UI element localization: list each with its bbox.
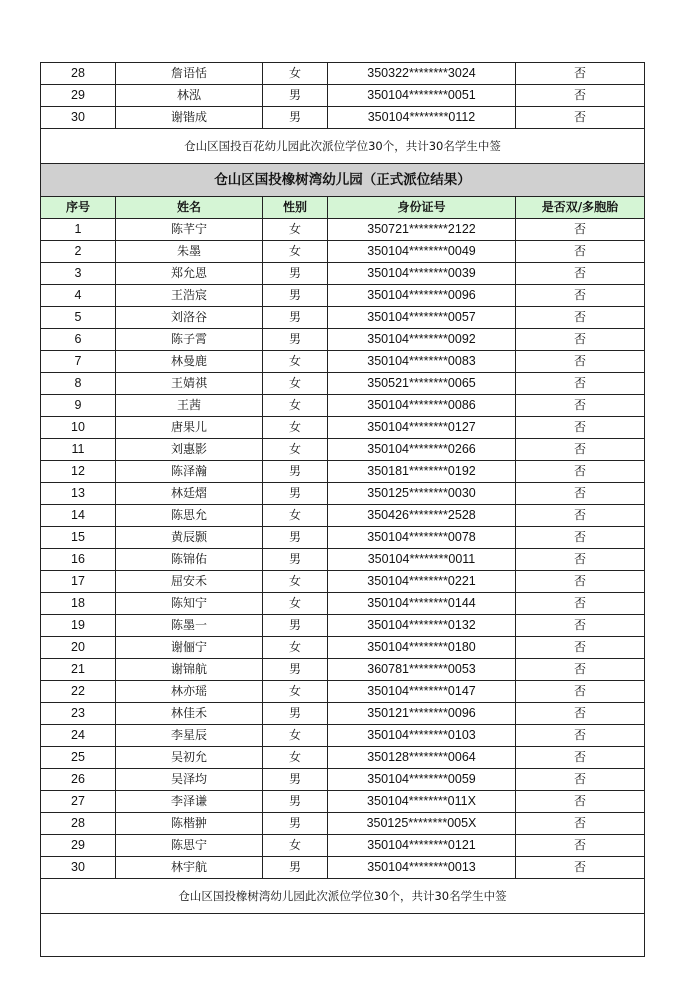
header-no: 序号	[41, 197, 116, 219]
table-row	[41, 571, 645, 593]
header-id: 身份证号	[328, 197, 516, 219]
cell-twins: 否	[516, 857, 645, 879]
cell-no: 28	[41, 813, 116, 835]
cell-no: 16	[41, 549, 116, 571]
cell-no: 3	[41, 263, 116, 285]
cell-id: 350104********0013	[328, 857, 516, 879]
cell-gender: 女	[263, 835, 328, 857]
cell-gender: 女	[263, 219, 328, 241]
cell-no: 29	[41, 85, 116, 107]
cell-id: 350104********0127	[328, 417, 516, 439]
cell-twins: 否	[516, 329, 645, 351]
cell-no: 25	[41, 747, 116, 769]
cell-twins: 否	[516, 835, 645, 857]
cell-gender: 女	[263, 571, 328, 593]
cell-no: 28	[41, 63, 116, 85]
cell-twins: 否	[516, 703, 645, 725]
cell-twins: 否	[516, 593, 645, 615]
cell-name: 王婧祺	[116, 373, 263, 395]
cell-name: 陈泽瀚	[116, 461, 263, 483]
column-headers	[41, 197, 645, 219]
cell-id: 350125********005X	[328, 813, 516, 835]
cell-gender: 男	[263, 461, 328, 483]
cell-id: 350121********0096	[328, 703, 516, 725]
cell-name: 谢锦航	[116, 659, 263, 681]
cell-name: 陈锦佑	[116, 549, 263, 571]
cell-no: 14	[41, 505, 116, 527]
cell-name: 陈芊宁	[116, 219, 263, 241]
table-row	[41, 681, 645, 703]
cell-no: 15	[41, 527, 116, 549]
table-row	[41, 263, 645, 285]
cell-id: 350104********0049	[328, 241, 516, 263]
cell-no: 20	[41, 637, 116, 659]
cell-name: 郑允恩	[116, 263, 263, 285]
cell-gender: 男	[263, 85, 328, 107]
table-row	[41, 461, 645, 483]
cell-twins: 否	[516, 241, 645, 263]
table-row	[41, 505, 645, 527]
table-row	[41, 659, 645, 681]
cell-id: 350128********0064	[328, 747, 516, 769]
cell-gender: 男	[263, 285, 328, 307]
table-row	[41, 307, 645, 329]
table-row	[41, 85, 645, 107]
table-row	[41, 549, 645, 571]
cell-id: 350104********0092	[328, 329, 516, 351]
section-body	[41, 219, 645, 879]
cell-id: 350104********0121	[328, 835, 516, 857]
cell-gender: 男	[263, 307, 328, 329]
cell-name: 吴泽均	[116, 769, 263, 791]
cell-twins: 否	[516, 681, 645, 703]
cell-name: 朱墨	[116, 241, 263, 263]
cell-name: 林廷熠	[116, 483, 263, 505]
cell-twins: 否	[516, 439, 645, 461]
cell-name: 陈子霄	[116, 329, 263, 351]
cell-no: 13	[41, 483, 116, 505]
cell-twins: 否	[516, 571, 645, 593]
cell-name: 陈思允	[116, 505, 263, 527]
cell-twins: 否	[516, 395, 645, 417]
cell-no: 12	[41, 461, 116, 483]
cell-gender: 男	[263, 527, 328, 549]
cell-gender: 男	[263, 107, 328, 129]
cell-gender: 男	[263, 263, 328, 285]
cell-no: 27	[41, 791, 116, 813]
cell-id: 350426********2528	[328, 505, 516, 527]
cell-no: 9	[41, 395, 116, 417]
prev-section-footer	[41, 129, 645, 164]
cell-no: 21	[41, 659, 116, 681]
cell-twins: 否	[516, 637, 645, 659]
section-footer	[41, 879, 645, 957]
cell-no: 19	[41, 615, 116, 637]
cell-gender: 女	[263, 439, 328, 461]
table-row	[41, 395, 645, 417]
cell-id: 350104********0221	[328, 571, 516, 593]
cell-gender: 女	[263, 593, 328, 615]
cell-name: 詹语恬	[116, 63, 263, 85]
cell-name: 刘洛谷	[116, 307, 263, 329]
cell-no: 10	[41, 417, 116, 439]
table-row	[41, 637, 645, 659]
cell-id: 350104********0112	[328, 107, 516, 129]
cell-no: 24	[41, 725, 116, 747]
cell-id: 350104********0059	[328, 769, 516, 791]
table-row	[41, 725, 645, 747]
cell-gender: 女	[263, 637, 328, 659]
table-row	[41, 373, 645, 395]
cell-no: 1	[41, 219, 116, 241]
cell-no: 11	[41, 439, 116, 461]
cell-id: 350104********0144	[328, 593, 516, 615]
cell-no: 6	[41, 329, 116, 351]
table-row	[41, 241, 645, 263]
cell-gender: 男	[263, 483, 328, 505]
cell-name: 刘惠影	[116, 439, 263, 461]
prev-section-note: 仓山区国投百花幼儿园此次派位学位30个，共计30名学生中签	[41, 129, 645, 164]
cell-twins: 否	[516, 285, 645, 307]
cell-id: 350104********0039	[328, 263, 516, 285]
cell-id: 350104********0103	[328, 725, 516, 747]
cell-gender: 男	[263, 329, 328, 351]
cell-name: 王浩宸	[116, 285, 263, 307]
table-row	[41, 813, 645, 835]
cell-id: 350104********0057	[328, 307, 516, 329]
cell-id: 350104********0266	[328, 439, 516, 461]
cell-no: 23	[41, 703, 116, 725]
cell-name: 陈楷翀	[116, 813, 263, 835]
cell-gender: 女	[263, 241, 328, 263]
cell-name: 吴初允	[116, 747, 263, 769]
cell-name: 林佳禾	[116, 703, 263, 725]
results-table	[40, 62, 645, 957]
prev-section-body	[41, 63, 645, 129]
cell-twins: 否	[516, 63, 645, 85]
table-row	[41, 593, 645, 615]
cell-twins: 否	[516, 505, 645, 527]
cell-gender: 女	[263, 351, 328, 373]
cell-twins: 否	[516, 107, 645, 129]
cell-id: 350721********2122	[328, 219, 516, 241]
cell-twins: 否	[516, 85, 645, 107]
cell-name: 屈安禾	[116, 571, 263, 593]
cell-no: 7	[41, 351, 116, 373]
cell-gender: 女	[263, 747, 328, 769]
cell-twins: 否	[516, 615, 645, 637]
cell-gender: 男	[263, 703, 328, 725]
cell-twins: 否	[516, 659, 645, 681]
cell-gender: 女	[263, 505, 328, 527]
table-row	[41, 219, 645, 241]
cell-gender: 男	[263, 659, 328, 681]
cell-name: 谢俪宁	[116, 637, 263, 659]
table-row	[41, 329, 645, 351]
cell-name: 陈思宁	[116, 835, 263, 857]
table-row	[41, 483, 645, 505]
cell-gender: 女	[263, 63, 328, 85]
section-title: 仓山区国投橡树湾幼儿园（正式派位结果）	[41, 164, 645, 197]
table-row	[41, 747, 645, 769]
cell-gender: 女	[263, 417, 328, 439]
table-row	[41, 439, 645, 461]
cell-name: 唐果儿	[116, 417, 263, 439]
table-row	[41, 63, 645, 85]
cell-twins: 否	[516, 461, 645, 483]
cell-name: 黄辰颢	[116, 527, 263, 549]
cell-name: 陈知宁	[116, 593, 263, 615]
table-row	[41, 107, 645, 129]
cell-no: 17	[41, 571, 116, 593]
header-twins: 是否双/多胞胎	[516, 197, 645, 219]
cell-id: 350104********0096	[328, 285, 516, 307]
cell-id: 350104********0180	[328, 637, 516, 659]
cell-gender: 男	[263, 549, 328, 571]
cell-no: 26	[41, 769, 116, 791]
table-row	[41, 417, 645, 439]
cell-twins: 否	[516, 373, 645, 395]
cell-twins: 否	[516, 813, 645, 835]
section-header	[41, 164, 645, 219]
cell-twins: 否	[516, 351, 645, 373]
table-row	[41, 703, 645, 725]
table-row	[41, 835, 645, 857]
cell-twins: 否	[516, 791, 645, 813]
cell-name: 林宇航	[116, 857, 263, 879]
header-name: 姓名	[116, 197, 263, 219]
cell-name: 谢锴成	[116, 107, 263, 129]
cell-twins: 否	[516, 483, 645, 505]
cell-name: 李泽谦	[116, 791, 263, 813]
cell-no: 4	[41, 285, 116, 307]
cell-no: 18	[41, 593, 116, 615]
header-gender: 性别	[263, 197, 328, 219]
table-row	[41, 527, 645, 549]
cell-id: 350104********011X	[328, 791, 516, 813]
cell-twins: 否	[516, 769, 645, 791]
cell-name: 王茜	[116, 395, 263, 417]
cell-id: 350104********0147	[328, 681, 516, 703]
table-row	[41, 285, 645, 307]
cell-name: 陈墨一	[116, 615, 263, 637]
cell-id: 350521********0065	[328, 373, 516, 395]
cell-gender: 女	[263, 681, 328, 703]
cell-gender: 男	[263, 857, 328, 879]
cell-id: 350181********0192	[328, 461, 516, 483]
cell-no: 8	[41, 373, 116, 395]
cell-id: 350104********0086	[328, 395, 516, 417]
cell-twins: 否	[516, 263, 645, 285]
cell-no: 30	[41, 107, 116, 129]
cell-twins: 否	[516, 219, 645, 241]
cell-id: 360781********0053	[328, 659, 516, 681]
cell-twins: 否	[516, 307, 645, 329]
cell-id: 350125********0030	[328, 483, 516, 505]
cell-name: 李星辰	[116, 725, 263, 747]
section-note: 仓山区国投橡树湾幼儿园此次派位学位30个，共计30名学生中签	[41, 879, 645, 914]
cell-no: 30	[41, 857, 116, 879]
cell-id: 350322********3024	[328, 63, 516, 85]
cell-twins: 否	[516, 747, 645, 769]
cell-name: 林曼鹿	[116, 351, 263, 373]
cell-gender: 男	[263, 813, 328, 835]
cell-no: 5	[41, 307, 116, 329]
cell-no: 22	[41, 681, 116, 703]
empty-row	[41, 914, 645, 957]
cell-id: 350104********0051	[328, 85, 516, 107]
table-row	[41, 615, 645, 637]
cell-twins: 否	[516, 527, 645, 549]
cell-gender: 女	[263, 373, 328, 395]
cell-id: 350104********0078	[328, 527, 516, 549]
cell-no: 29	[41, 835, 116, 857]
cell-id: 350104********0083	[328, 351, 516, 373]
cell-twins: 否	[516, 725, 645, 747]
table-row	[41, 769, 645, 791]
cell-gender: 男	[263, 615, 328, 637]
cell-name: 林泓	[116, 85, 263, 107]
cell-id: 350104********0132	[328, 615, 516, 637]
table-row	[41, 791, 645, 813]
cell-gender: 男	[263, 791, 328, 813]
cell-gender: 女	[263, 395, 328, 417]
cell-gender: 女	[263, 725, 328, 747]
cell-id: 350104********0011	[328, 549, 516, 571]
cell-no: 2	[41, 241, 116, 263]
table-row	[41, 351, 645, 373]
table-row	[41, 857, 645, 879]
cell-name: 林亦瑶	[116, 681, 263, 703]
cell-twins: 否	[516, 549, 645, 571]
cell-gender: 男	[263, 769, 328, 791]
cell-twins: 否	[516, 417, 645, 439]
